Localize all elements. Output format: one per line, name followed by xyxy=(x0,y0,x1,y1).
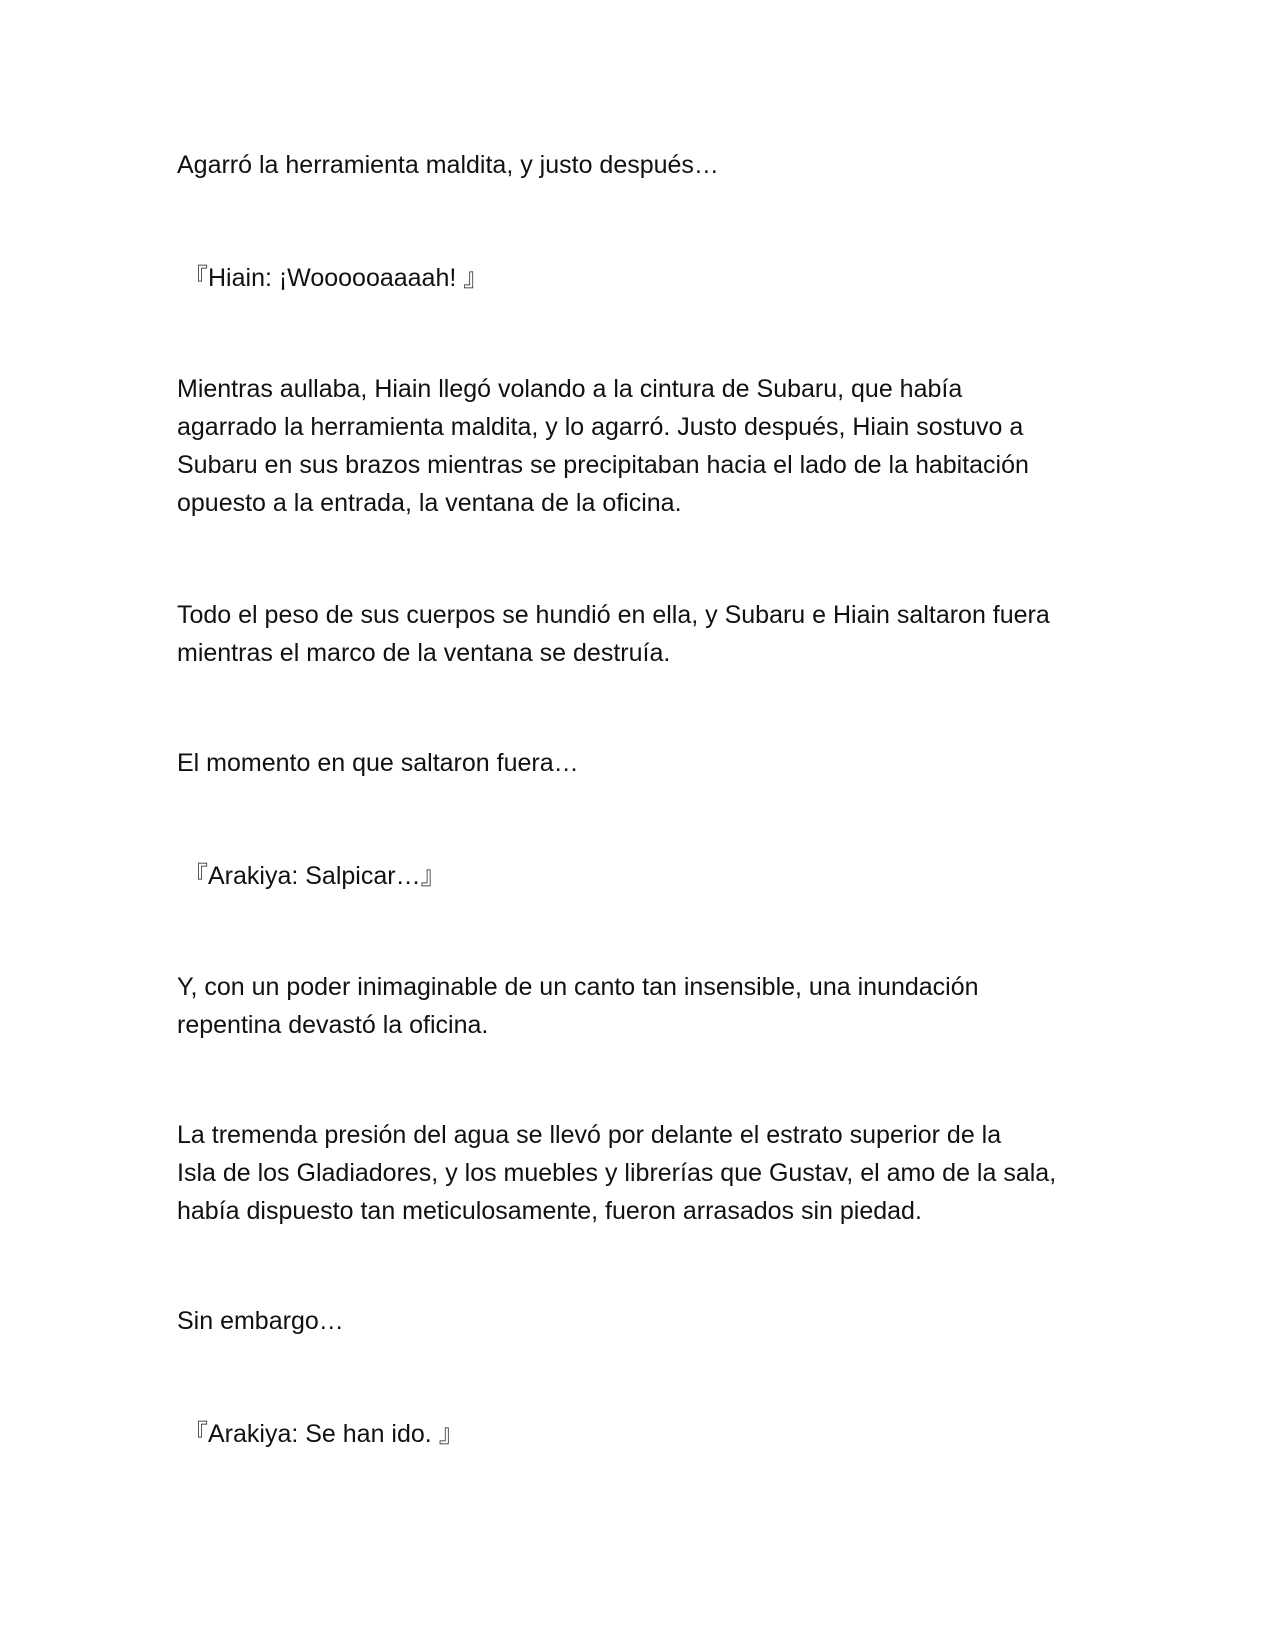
dialogue-arakiya-2: 『Arakiya: Se han ido. 』 xyxy=(183,1420,464,1448)
paragraph-2: Mientras aullaba, Hiain llegó volando a la cintura de Subaru, que había agarrado la herramienta maldita, y lo agarró. Justo después, Hiain sostuvo a Subaru en sus brazos mientras se precipitaban hacia el lado de la habitación opuesto a la entrada, la ventana de la oficina. xyxy=(177,375,1029,517)
paragraph-4: El momento en que saltaron fuera… xyxy=(177,749,579,777)
paragraph-3: Todo el peso de sus cuerpos se hundió en ella, y Subaru e Hiain saltaron fuera mientras el marco de la ventana se destruía. xyxy=(177,601,1050,667)
dialogue-hiain: 『Hiain: ¡Woooooaaaah! 』 xyxy=(183,264,489,292)
paragraph-6: La tremenda presión del agua se llevó por delante el estrato superior de la Isla de los Gladiadores, y los muebles y librerías que Gustav, el amo de la sala, había dispuesto tan meticulosamente, fueron arrasados sin piedad. xyxy=(177,1121,1057,1225)
paragraph-1: Agarró la herramienta maldita, y justo después… xyxy=(177,151,719,179)
dialogue-arakiya-1: 『Arakiya: Salpicar…』 xyxy=(183,862,446,890)
paragraph-5: Y, con un poder inimaginable de un canto tan insensible, una inundación repentina devastó la oficina. xyxy=(177,973,979,1039)
paragraph-7: Sin embargo… xyxy=(177,1307,344,1335)
